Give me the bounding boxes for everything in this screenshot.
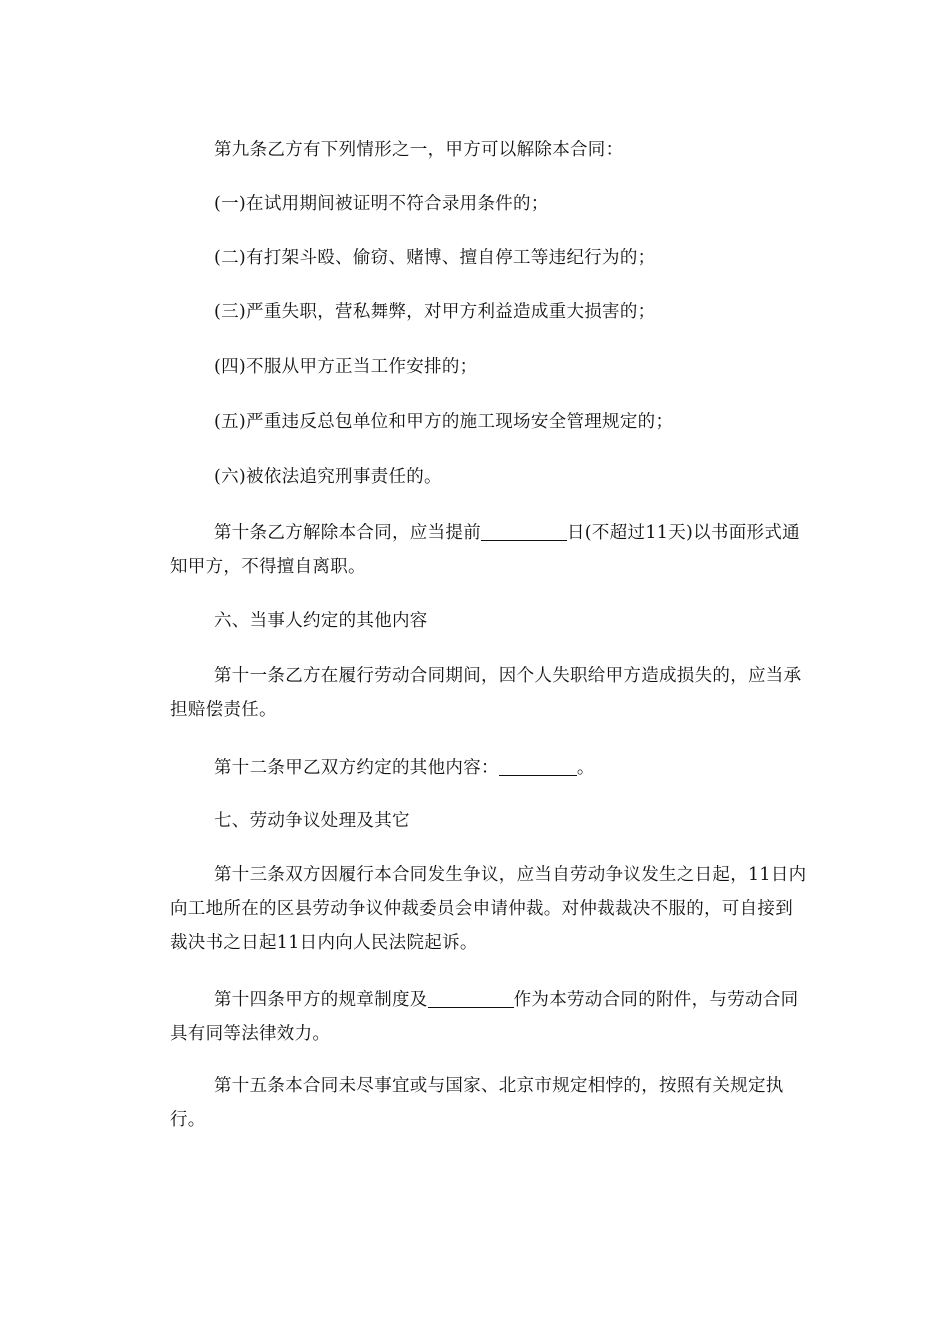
article-10 <box>170 516 810 584</box>
article-13: 第十三条双方因履行本合同发生争议，应当自劳动争议发生之日起，11日内向工地所在的区县劳动争议仲裁委员会申请仲裁。对仲裁裁决不服的，可自接到裁决书之日起11日内向人民法院起诉。 <box>170 865 807 953</box>
article-9-item-4: (四)不服从甲方正当工作安排的； <box>214 357 478 377</box>
article-14-text-after: 作为本劳动合同的附件，与劳动合同具有同等法律效力。 <box>170 990 799 1044</box>
article-12-text-before: 第十二条甲乙双方约定的其他内容： <box>214 758 499 778</box>
article-12 <box>170 751 810 785</box>
article-9-item-1: (一)在试用期间被证明不符合录用条件的； <box>214 194 549 214</box>
article-15: 第十五条本合同未尽事宜或与国家、北京市规定相悖的，按照有关规定执行。 <box>170 1076 784 1130</box>
article-12-text-after: 。 <box>576 758 595 778</box>
section-6-heading: 六、当事人约定的其他内容 <box>214 611 428 631</box>
article-10-text-before: 第十条乙方解除本合同，应当提前 <box>214 523 481 543</box>
section-7-heading: 七、劳动争议处理及其它 <box>214 811 410 831</box>
article-14-text-before: 第十四条甲方的规章制度及 <box>214 990 428 1010</box>
article-9-item-3: (三)严重失职，营私舞弊，对甲方利益造成重大损害的； <box>214 302 656 322</box>
article-9-intro: 第九条乙方有下列情形之一，甲方可以解除本合同： <box>214 140 624 160</box>
article-9-item-5: (五)严重违反总包单位和甲方的施工现场安全管理规定的； <box>214 412 674 432</box>
article-12-blank <box>499 755 577 776</box>
article-14-blank <box>428 987 514 1008</box>
article-9-item-6: (六)被依法追究刑事责任的。 <box>214 467 442 487</box>
article-11: 第十一条乙方在履行劳动合同期间，因个人失职给甲方造成损失的，应当承担赔偿责任。 <box>170 666 802 720</box>
article-9-item-2: (二)有打架斗殴、偷窃、赌博、擅自停工等违纪行为的； <box>214 248 656 268</box>
article-14 <box>170 983 810 1051</box>
article-10-blank <box>481 520 567 541</box>
article-10-text-after: 日(不超过11天)以书面形式通知甲方，不得擅自离职。 <box>170 523 800 577</box>
